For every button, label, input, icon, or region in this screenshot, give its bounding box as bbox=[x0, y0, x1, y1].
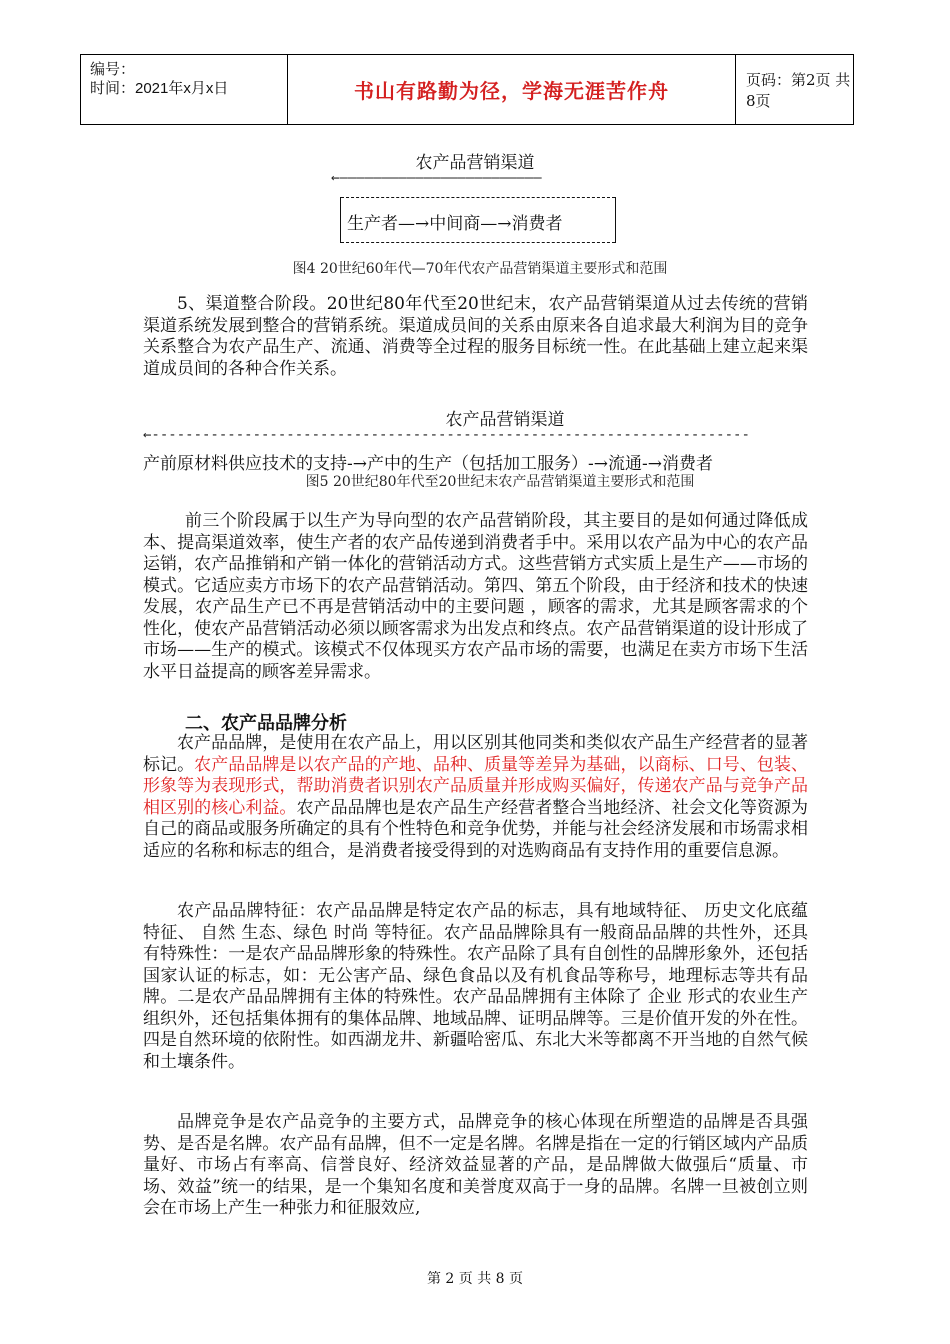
header-motto: 书山有路勤为径，学海无涯苦作舟 bbox=[288, 55, 736, 124]
figure5-title: 农产品营销渠道 bbox=[445, 410, 565, 430]
page-footer: 第 2 页 共 8 页 bbox=[426, 1271, 524, 1287]
paragraph-brand-definition bbox=[143, 733, 808, 862]
header-page-number: 页码：第2页 共8页 bbox=[746, 70, 851, 110]
paragraph-brand-competition: 品牌竞争是农产品竞争的主要方式，品牌竞争的核心体现在所塑造的品牌是否具强势、是否是名牌。农产品有品牌，但不一定是名牌。名牌是指在一定的行销区域内产品质量好、市场占有率高、信誉良好、经济效益显著的产品，是品牌做大做强后“质量、市场、效益”统一的结果，是一个集知名度和美誉度双高于一身的品牌。名牌一旦被创立则会在市场上产生一种张力和征服效应, bbox=[143, 1112, 808, 1218]
document-time-label: 时间：2021年x月x日 bbox=[90, 80, 229, 97]
figure4-title: 农产品营销渠道 bbox=[415, 153, 535, 173]
header-meta bbox=[81, 55, 288, 124]
paragraph-brand-features: 农产品品牌特征：农产品品牌是特定农产品的标志，具有地域特征、 历史文化底蕴特征、 自然 生态、绿色 时尚 等特征。农产品品牌除具有一般商品品牌的共性外，还具有特殊性：一是农产品品牌形象的特殊性。农产品除了具有自创性的品牌形象外，还包括国家认证的标志，如：无公害产品、绿色食品以及有机食品等称号，地理标志等共有品牌。二是农产品品牌拥有主体的特殊性。农产品品牌拥有主体除了 企业 形式的农业生产组织外，还包括集体拥有的集体品牌、地域品牌、证明品牌等。三是价值开发的外在性。四是自然环境的依附性。如西湖龙井、新疆哈密瓜、东北大米等都离不开当地的自然气候和土壤条件。 bbox=[143, 901, 808, 1072]
brand-definition-text: 农产品品牌，是使用在农产品上，用以区别其他同类和类似农产品生产经营者的显著标记。 bbox=[143, 733, 808, 775]
figure4-caption: 图4 20世纪60年代—70年代农产品营销渠道主要形式和范围 bbox=[292, 261, 668, 277]
figure4-flow-box bbox=[340, 197, 616, 243]
brand-definition-highlight: 农产品品牌是以农产品的产地、品种、质量等差异为基础，以商标、口号、包装、形象等为表现形式，帮助消费者识别农产品质量并形成购买偏好，传递农产品与竞争产品相区别的核心利益。 bbox=[143, 754, 809, 818]
brand-definition-continued: 农产品品牌也是农产品生产经营者整合当地经济、社会文化等资源为自己的商品或服务所确定的具有个性特色和竞争优势，并能与社会经济发展和市场需求相适应的名称和标志的组合，是消费者接受得到的对选购商品有支持作用的重要信息源。 bbox=[143, 797, 809, 861]
section-heading: 二、农产品品牌分析 bbox=[185, 713, 347, 734]
figure5-flow-text: 产前原材料供应技术的支持-→产中的生产（包括加工服务）-→流通-→消费者 bbox=[143, 454, 713, 474]
figure4-flow-text: 生产者—→中间商—→消费者 bbox=[347, 214, 563, 234]
paragraph-stage-summary: 前三个阶段属于以生产为导向型的农产品营销阶段，其主要目的是如何通过降低成本、提高渠道效率，使生产者的农产品传递到消费者手中。采用以农产品为中心的农产品运销，农产品推销和产销一体化的营销活动方式。这些营销方式实质上是生产——市场的模式。它适应卖方市场下的农产品营销活动。第四、第五个阶段，由于经济和技术的快速发展，农产品生产已不再是营销活动中的主要问题 ，顾客的需求，尤其是顾客需求的个性化，使农产品营销活动必须以顾客需求为出发点和终点。农产品营销渠道的设计形成了市场——生产的模式。该模式不仅体现买方农产品市场的需要，也满足在卖方市场下生活水平日益提高的顾客差异需求。 bbox=[143, 511, 808, 682]
document-number-label: 编号： bbox=[90, 61, 136, 78]
page-header bbox=[80, 54, 854, 125]
figure5-arrow-line: ←----------------------------------------------------------------------- bbox=[143, 427, 750, 443]
figure5-caption: 图5 20世纪80年代至20世纪末农产品营销渠道主要形式和范围 bbox=[305, 474, 695, 490]
figure4-arrow-line: ←———————————————————————— bbox=[331, 170, 542, 186]
paragraph-channel-integration: 5、渠道整合阶段。20世纪80年代至20世纪末，农产品营销渠道从过去传统的营销渠道系统发展到整合的营销系统。渠道成员间的关系由原来各自追求最大利润为目的竞争关系整合为农产品生产、流通、消费等全过程的服务目标统一性。在此基础上建立起来渠道成员间的各种合作关系。 bbox=[143, 294, 808, 379]
